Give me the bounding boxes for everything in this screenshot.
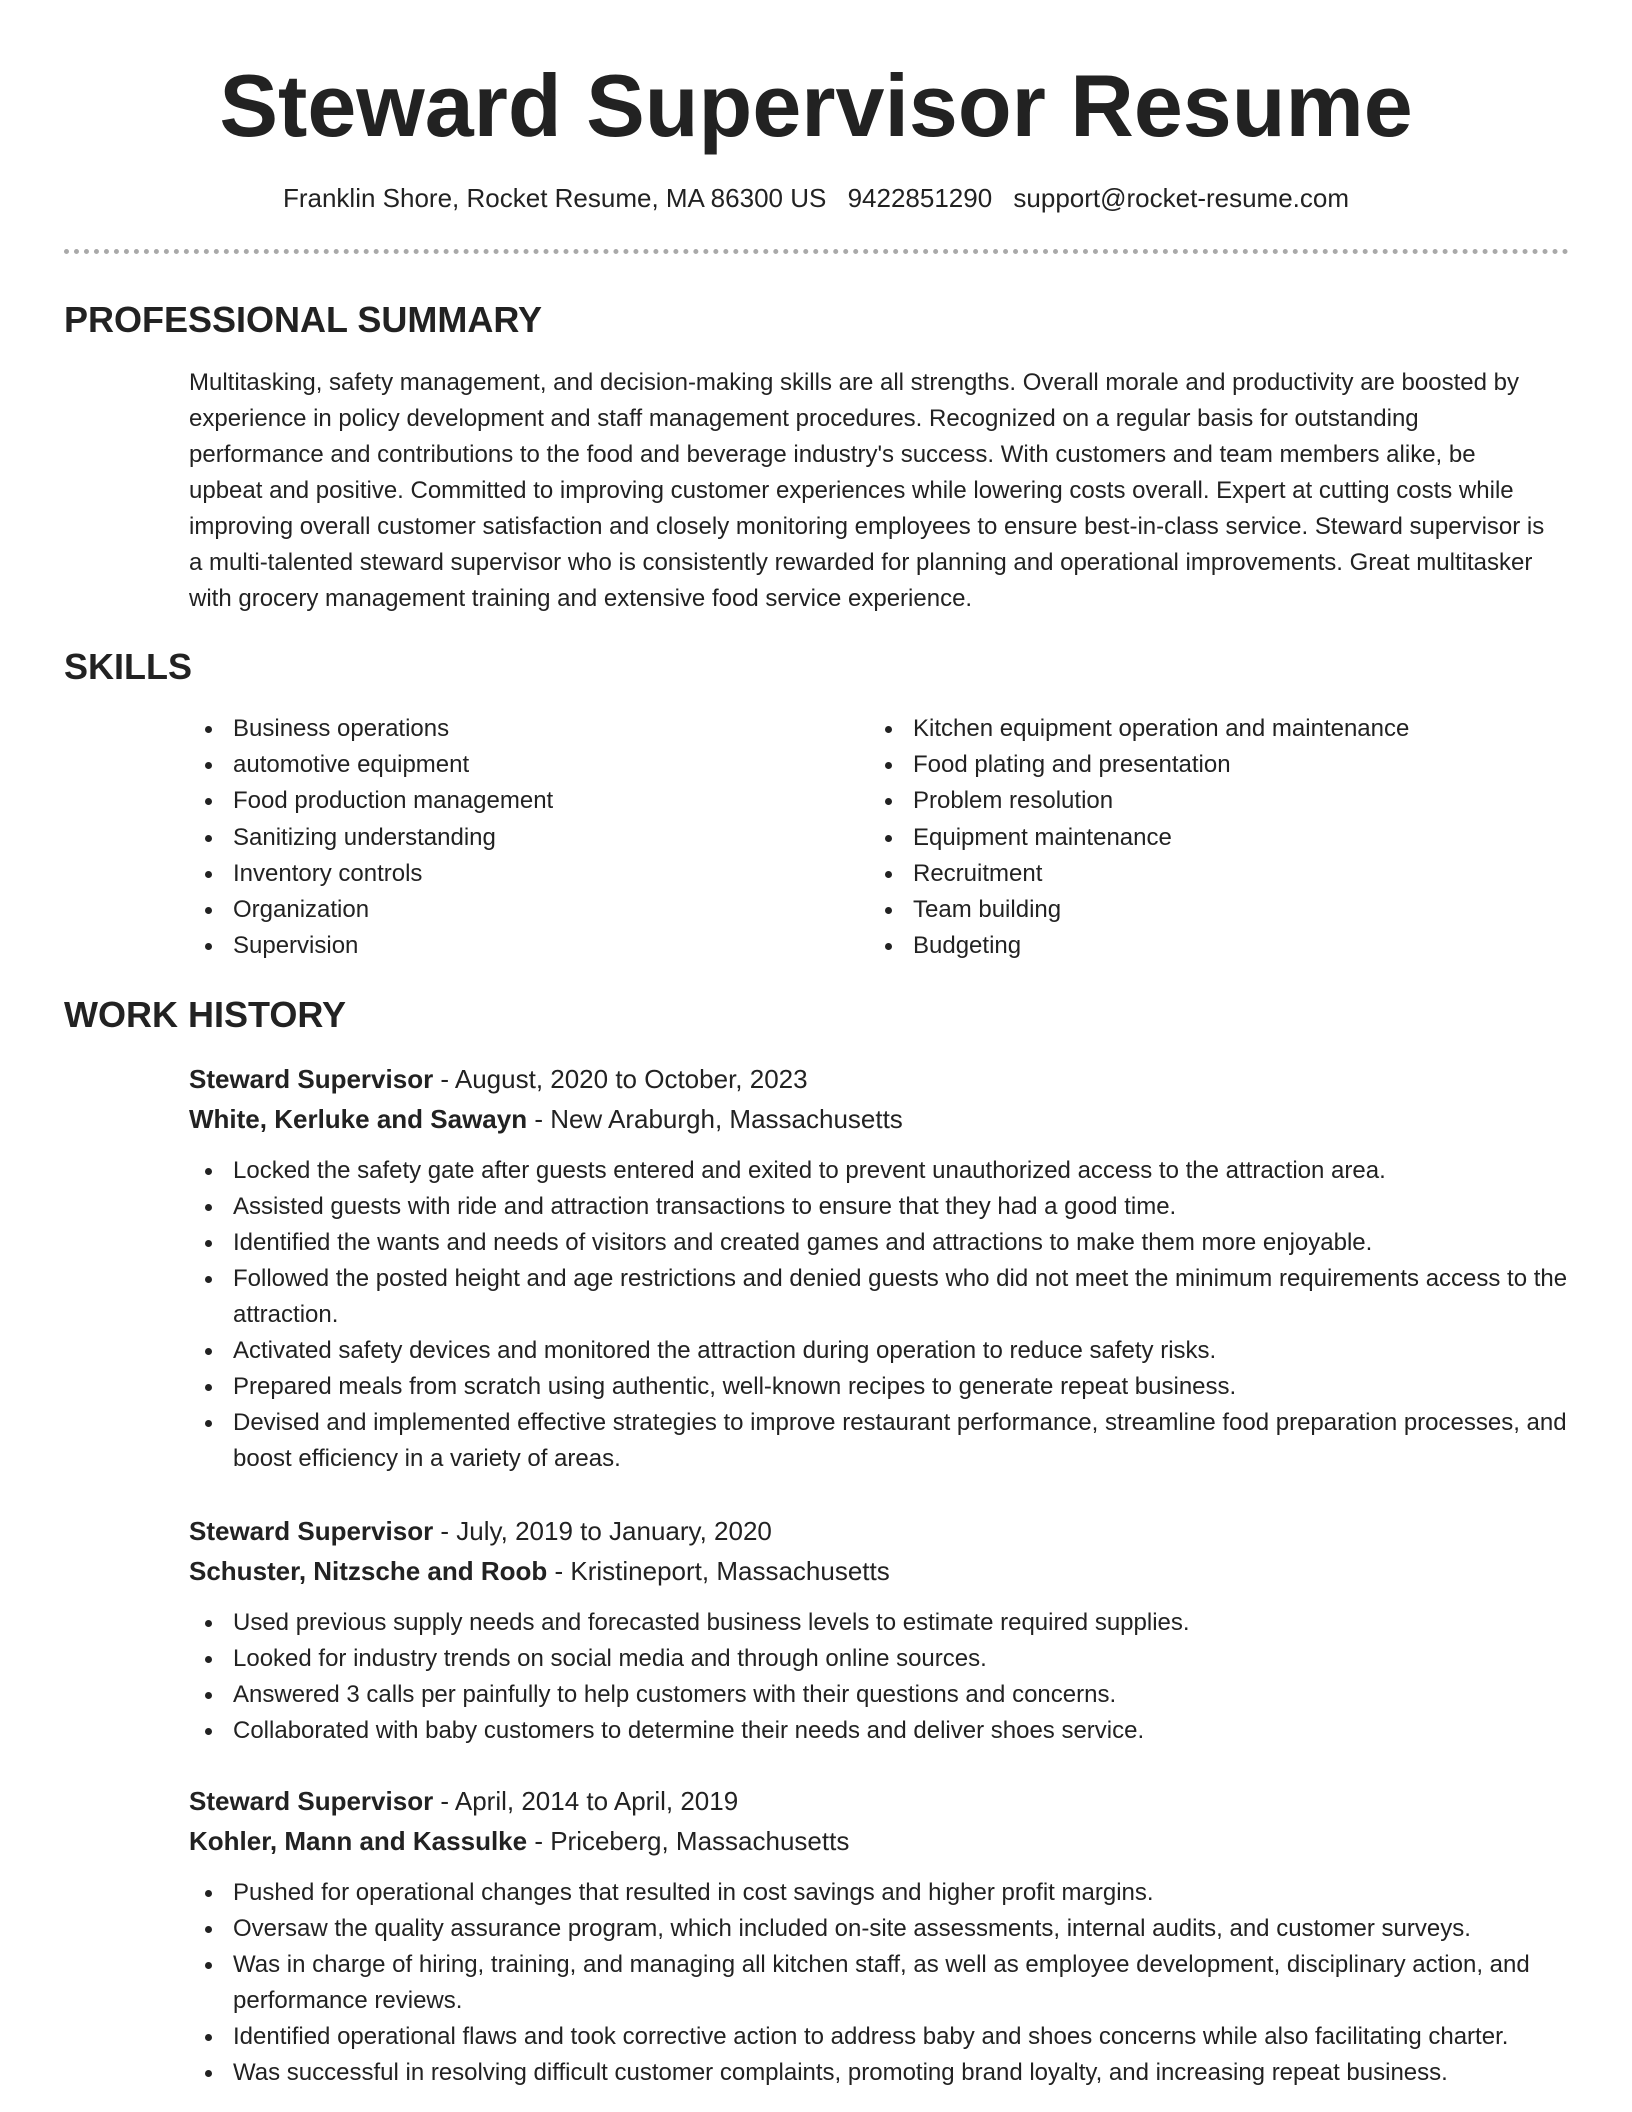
job-role-line bbox=[189, 1511, 1569, 1551]
job-bullet: Looked for industry trends on social media and through online sources. bbox=[189, 1641, 1569, 1677]
contact-address: Franklin Shore, Rocket Resume, MA 86300 US bbox=[282, 183, 827, 213]
skill-item: Recruitment bbox=[869, 856, 1569, 892]
job-bullets bbox=[189, 1153, 1569, 1477]
job-company-line bbox=[189, 1821, 1569, 1861]
skills-list-left bbox=[189, 711, 809, 964]
job-role-line bbox=[189, 1059, 1569, 1099]
job-company: Kohler, Mann and Kassulke bbox=[189, 1826, 528, 1856]
contact-line bbox=[0, 180, 1632, 216]
job-location: - New Araburgh, Massachusetts bbox=[527, 1104, 903, 1134]
job-entry bbox=[189, 1511, 1569, 1749]
skill-item: Inventory controls bbox=[189, 856, 809, 892]
skill-item: Business operations bbox=[189, 711, 809, 747]
job-bullet: Answered 3 calls per painfully to help customers with their questions and concerns. bbox=[189, 1677, 1569, 1713]
summary-text: Multitasking, safety management, and decision-making skills are all strengths. Overall morale and productivity are boosted by experience in policy development and staff management procedures. Recognized on a regular basis for outstanding performance and contributions to the food and beverage industry's success. With customers and team members alike, be upbeat and positive. Committed to improving customer experiences while lowering costs overall. Expert at cutting costs while improving overall customer satisfaction and closely monitoring employees to ensure best-in-class service. Steward supervisor is a multi-talented steward supervisor who is consistently rewarded for planning and operational improvements. Great multitasker with grocery management training and extensive food service experience. bbox=[189, 369, 1545, 612]
job-company-line bbox=[189, 1551, 1569, 1591]
job-bullet: Oversaw the quality assurance program, which included on-site assessments, internal audits, and customer surveys. bbox=[189, 1911, 1569, 1947]
skill-item: Equipment maintenance bbox=[869, 820, 1569, 856]
job-bullet: Identified operational flaws and took corrective action to address baby and shoes concerns while also facilitating charter. bbox=[189, 2019, 1569, 2055]
skill-item: Sanitizing understanding bbox=[189, 820, 809, 856]
job-role-line bbox=[189, 1781, 1569, 1821]
job-bullet: Collaborated with baby customers to determine their needs and deliver shoes service. bbox=[189, 1713, 1569, 1749]
skill-item: Kitchen equipment operation and maintenance bbox=[869, 711, 1569, 747]
job-bullet: Was in charge of hiring, training, and managing all kitchen staff, as well as employee development, disciplinary action, and performance reviews. bbox=[189, 1947, 1569, 2019]
job-bullet: Pushed for operational changes that resulted in cost savings and higher profit margins. bbox=[189, 1875, 1569, 1911]
job-company-line bbox=[189, 1099, 1569, 1139]
job-entry bbox=[189, 1781, 1569, 2091]
contact-phone: 9422851290 bbox=[847, 183, 993, 213]
skill-item: Budgeting bbox=[869, 928, 1569, 964]
skill-item: automotive equipment bbox=[189, 747, 809, 783]
job-role: Steward Supervisor bbox=[189, 1064, 434, 1094]
job-dates: - April, 2014 to April, 2019 bbox=[433, 1786, 739, 1816]
resume-title: Steward Supervisor Resume bbox=[219, 56, 1413, 155]
skills-heading: SKILLS bbox=[64, 646, 193, 687]
job-location: - Kristineport, Massachusetts bbox=[547, 1556, 890, 1586]
job-entry bbox=[189, 1059, 1569, 1477]
skill-item: Food production management bbox=[189, 783, 809, 819]
job-company: Schuster, Nitzsche and Roob bbox=[189, 1556, 548, 1586]
work-history-heading: WORK HISTORY bbox=[64, 994, 347, 1035]
job-bullet: Activated safety devices and monitored the attraction during operation to reduce safety risks. bbox=[189, 1333, 1569, 1369]
job-company: White, Kerluke and Sawayn bbox=[189, 1104, 528, 1134]
skill-item: Food plating and presentation bbox=[869, 747, 1569, 783]
job-bullet: Used previous supply needs and forecasted business levels to estimate required supplies. bbox=[189, 1605, 1569, 1641]
skill-item: Supervision bbox=[189, 928, 809, 964]
job-bullet: Assisted guests with ride and attraction transactions to ensure that they had a good time. bbox=[189, 1189, 1569, 1225]
skills-list-right bbox=[869, 711, 1569, 964]
skill-item: Team building bbox=[869, 892, 1569, 928]
job-bullet: Was successful in resolving difficult customer complaints, promoting brand loyalty, and increasing repeat business. bbox=[189, 2055, 1569, 2091]
skill-item: Problem resolution bbox=[869, 783, 1569, 819]
job-bullets bbox=[189, 1875, 1569, 2091]
job-bullet: Devised and implemented effective strategies to improve restaurant performance, streamline food preparation processes, and boost efficiency in a variety of areas. bbox=[189, 1405, 1569, 1477]
contact-email: support@rocket-resume.com bbox=[1013, 183, 1350, 213]
job-bullet: Identified the wants and needs of visitors and created games and attractions to make them more enjoyable. bbox=[189, 1225, 1569, 1261]
job-location: - Priceberg, Massachusetts bbox=[527, 1826, 850, 1856]
job-bullets bbox=[189, 1605, 1569, 1749]
job-dates: - July, 2019 to January, 2020 bbox=[433, 1516, 772, 1546]
job-role: Steward Supervisor bbox=[189, 1516, 434, 1546]
header-divider bbox=[64, 249, 1569, 254]
skill-item: Organization bbox=[189, 892, 809, 928]
summary-heading: PROFESSIONAL SUMMARY bbox=[64, 299, 543, 340]
job-bullet: Prepared meals from scratch using authentic, well-known recipes to generate repeat business. bbox=[189, 1369, 1569, 1405]
job-bullet: Followed the posted height and age restrictions and denied guests who did not meet the minimum requirements access to the attraction. bbox=[189, 1261, 1569, 1333]
job-role: Steward Supervisor bbox=[189, 1786, 434, 1816]
job-dates: - August, 2020 to October, 2023 bbox=[433, 1064, 808, 1094]
job-bullet: Locked the safety gate after guests entered and exited to prevent unauthorized access to the attraction area. bbox=[189, 1153, 1569, 1189]
